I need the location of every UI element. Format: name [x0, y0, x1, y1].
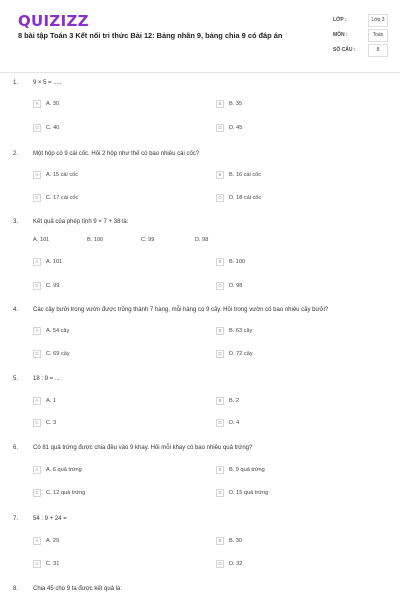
- page-title: 8 bài tập Toán 3 Kết nối tri thức Bài 12: Bảng nhân 9, bảng chia 9 có đáp án: [18, 31, 283, 40]
- option-letter-box: C: [33, 194, 41, 202]
- question-1-option-c[interactable]: C C. 40: [33, 124, 59, 132]
- meta-class-value: Lớp 3: [368, 14, 388, 27]
- question-5-option-b[interactable]: B B. 2: [216, 397, 239, 405]
- question-6-text: Có 81 quả trứng được chia đều vào 9 khay. Hỏi mỗi khay có bao nhiêu quả trứng?: [33, 445, 253, 451]
- question-4-text: Các cây bưởi trong vườn được trồng thành 7 hàng, mỗi hàng có 9 cây. Hỏi trong vườn có bao nhiêu cây bưởi?: [33, 307, 329, 313]
- option-letter-box: B: [216, 100, 224, 108]
- option-letter-box: D: [216, 282, 224, 290]
- option-letter-box: D: [216, 419, 224, 427]
- question-2-option-b[interactable]: B B. 16 cái cốc: [216, 171, 261, 179]
- option-letter-box: D: [216, 124, 224, 132]
- meta-subject-label: MÔN :: [333, 32, 348, 38]
- question-2-number: 2.: [13, 151, 19, 157]
- question-4-option-d[interactable]: D D. 72 cây: [216, 350, 253, 358]
- question-1-option-a[interactable]: A A. 30: [33, 100, 59, 108]
- question-7-option-c[interactable]: C C. 31: [33, 560, 59, 568]
- option-letter-box: A: [33, 466, 41, 474]
- question-5-option-a[interactable]: A A. 1: [33, 397, 56, 405]
- meta-class: [333, 14, 388, 27]
- question-6-option-c[interactable]: C C. 12 quả trứng: [33, 489, 85, 497]
- question-5-option-d[interactable]: D D. 4: [216, 419, 239, 427]
- option-letter-box: D: [216, 350, 224, 358]
- meta-class-label: LỚP :: [333, 17, 347, 23]
- question-6-option-b[interactable]: B B. 9 quả trứng: [216, 466, 265, 474]
- option-letter-box: A: [33, 258, 41, 266]
- quizizz-logo: QUIZIZZ: [18, 12, 89, 30]
- option-letter-box: A: [33, 100, 41, 108]
- question-6-option-a[interactable]: A A. 6 quả trứng: [33, 466, 82, 474]
- option-letter-box: C: [33, 419, 41, 427]
- question-3-option-b[interactable]: B B. 100: [216, 258, 245, 266]
- option-letter-box: C: [33, 560, 41, 568]
- question-3-option-c[interactable]: C C. 99: [33, 282, 59, 290]
- question-7-option-d[interactable]: D D. 32: [216, 560, 242, 568]
- question-4-option-c[interactable]: C C. 69 cây: [33, 350, 70, 358]
- option-letter-box: A: [33, 397, 41, 405]
- question-8-number: 8.: [13, 586, 19, 592]
- question-1-option-b[interactable]: B B. 35: [216, 100, 242, 108]
- question-3-option-a[interactable]: A A. 101: [33, 258, 62, 266]
- meta-subject: [333, 29, 388, 42]
- meta-count-label: SỐ CÂU :: [333, 47, 356, 53]
- question-2-text: Một hộp có 9 cái cốc. Hỏi 2 hộp như thế có bao nhiêu cái cốc?: [33, 151, 200, 157]
- worksheet-header: [0, 0, 400, 72]
- question-8-text: Chia 45 cho 9 ta được kết quả là:: [33, 586, 123, 592]
- question-1-option-d[interactable]: D D. 45: [216, 124, 242, 132]
- meta-subject-value: Toán: [368, 29, 388, 42]
- question-3-inline-d: D. 98: [195, 237, 209, 243]
- option-letter-box: B: [216, 466, 224, 474]
- meta-count-value: 8: [368, 44, 388, 57]
- question-7-text: 54 : 9 + 24 =: [33, 516, 67, 522]
- option-letter-box: D: [216, 489, 224, 497]
- option-letter-box: A: [33, 171, 41, 179]
- option-letter-box: D: [216, 560, 224, 568]
- question-5-text: 18 : 9 = ...: [33, 376, 60, 382]
- question-3-option-d[interactable]: D D. 98: [216, 282, 242, 290]
- question-2-option-c[interactable]: C C. 17 cái cốc: [33, 194, 78, 202]
- option-letter-box: C: [33, 282, 41, 290]
- option-letter-box: B: [216, 397, 224, 405]
- option-letter-box: B: [216, 171, 224, 179]
- question-6-number: 6.: [13, 445, 19, 451]
- question-5-number: 5.: [13, 376, 19, 382]
- option-letter-box: C: [33, 489, 41, 497]
- question-7-option-b[interactable]: B B. 30: [216, 537, 242, 545]
- meta-count: [333, 44, 388, 57]
- question-4-option-a[interactable]: A A. 54 cây: [33, 327, 69, 335]
- option-letter-box: B: [216, 327, 224, 335]
- question-3-number: 3.: [13, 219, 19, 225]
- question-4-option-b[interactable]: B B. 63 cây: [216, 327, 252, 335]
- question-5-option-c[interactable]: C C. 3: [33, 419, 56, 427]
- question-7-number: 7.: [13, 516, 19, 522]
- question-1-number: 1.: [13, 80, 19, 86]
- question-6-option-d[interactable]: D D. 15 quả trứng: [216, 489, 268, 497]
- question-2-option-d[interactable]: D D. 18 cái cốc: [216, 194, 261, 202]
- option-letter-box: C: [33, 124, 41, 132]
- question-3-inline-c: C. 99: [141, 237, 155, 243]
- question-2-option-a[interactable]: A A. 15 cái cốc: [33, 171, 78, 179]
- question-1-text: 9 × 5 = .....: [33, 80, 62, 86]
- header-divider: [0, 72, 400, 73]
- question-7-option-a[interactable]: A A. 29: [33, 537, 59, 545]
- question-3-inline-a: A. 101: [33, 237, 50, 243]
- option-letter-box: B: [216, 537, 224, 545]
- option-letter-box: A: [33, 537, 41, 545]
- option-letter-box: B: [216, 258, 224, 266]
- option-letter-box: A: [33, 327, 41, 335]
- question-3-text: Kết quả của phép tính 9 × 7 + 38 là:: [33, 219, 129, 225]
- option-letter-box: D: [216, 194, 224, 202]
- question-4-number: 4.: [13, 307, 19, 313]
- question-3-inline-b: B. 100: [87, 237, 104, 243]
- option-letter-box: C: [33, 350, 41, 358]
